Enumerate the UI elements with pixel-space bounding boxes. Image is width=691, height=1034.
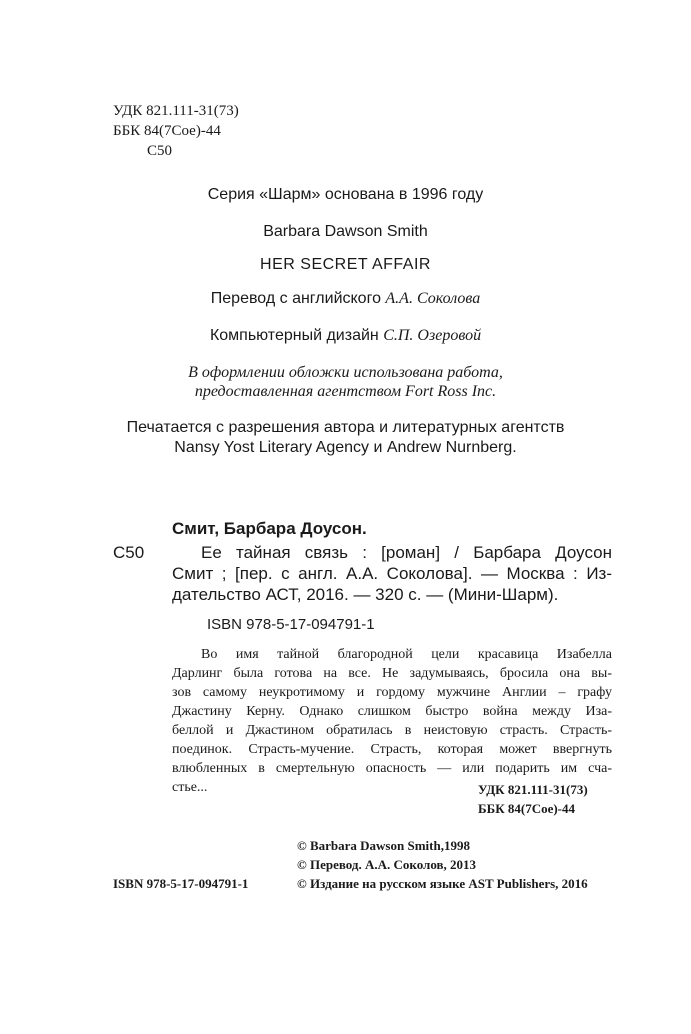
- catalog-line-2: Смит ; [пер. с англ. А.А. Соколова]. — Москва : Из-: [172, 564, 612, 583]
- catalog-line-1: Ее тайная связь : [роман] / Барбара Доусон: [201, 543, 612, 562]
- annotation-line-1: Во имя тайной благородной цели красавица Изабелла: [201, 647, 612, 662]
- copyright-line-2: © Перевод. А.А. Соколов, 2013: [297, 857, 477, 872]
- original-title: HER SECRET AFFAIR: [260, 256, 431, 273]
- annotation-line-3: зов самому неукротимому и гордому мужчине Англии – графу: [172, 685, 612, 700]
- annotation-line-2: Дарлинг была готова на все. Не задумываясь, бросила она вы-: [172, 666, 612, 681]
- copyright-line-1: © Barbara Dawson Smith,1998: [297, 838, 470, 853]
- annotation-line-5: беллой и Джастином обратилась в неистовую страсть. Страсть-: [172, 723, 612, 738]
- design-credit: [0, 327, 691, 345]
- cover-note-line-1: В оформлении обложки использована работа,: [188, 364, 503, 381]
- copyright-line-3: © Издание на русском языке AST Publishers, 2016: [297, 876, 588, 891]
- original-author: Barbara Dawson Smith: [263, 223, 428, 240]
- designer-name: С.П. Озеровой: [383, 327, 482, 344]
- annotation-line-8: стье...: [172, 780, 208, 795]
- author-mark: С50: [147, 143, 173, 159]
- series-note: Серия «Шарм» основана в 1996 году: [207, 186, 484, 203]
- annotation-line-7: влюбленных в смертельную опасность — или подарить им сча-: [172, 761, 612, 776]
- udk-code: УДК 821.111-31(73): [113, 103, 239, 119]
- permission-line-1: Печатается с разрешения автора и литературных агентств: [126, 419, 565, 436]
- design-prefix: Компьютерный дизайн: [209, 327, 384, 344]
- translation-prefix: Перевод с английского: [210, 290, 386, 307]
- footer-udk: УДК 821.111-31(73): [478, 782, 588, 797]
- annotation-line-6: поединок. Страсть-мучение. Страсть, которая может ввергнуть: [172, 742, 612, 757]
- footer-bbk: ББК 84(7Сое)-44: [478, 801, 576, 816]
- catalog-mark: С50: [113, 543, 145, 562]
- translation-credit: [0, 290, 691, 308]
- catalog-line-3: дательство АСТ, 2016. — 320 с. — (Мини-Шарм).: [172, 585, 559, 604]
- permission-line-2: Nansy Yost Literary Agency и Andrew Nurnberg.: [174, 439, 517, 456]
- bbk-code: ББК 84(7Сое)-44: [113, 123, 221, 139]
- translator-name: А.А. Соколова: [385, 290, 481, 307]
- catalog-heading: Смит, Барбара Доусон.: [172, 519, 367, 538]
- copyright-isbn: ISBN 978-5-17-094791-1: [113, 876, 249, 891]
- catalog-isbn: ISBN 978-5-17-094791-1: [207, 616, 375, 633]
- cover-note-line-2: предоставленная агентством Fort Ross Inc.: [194, 383, 497, 400]
- annotation-line-4: Джастину Керну. Однако слишком быстро война между Иза-: [172, 704, 612, 719]
